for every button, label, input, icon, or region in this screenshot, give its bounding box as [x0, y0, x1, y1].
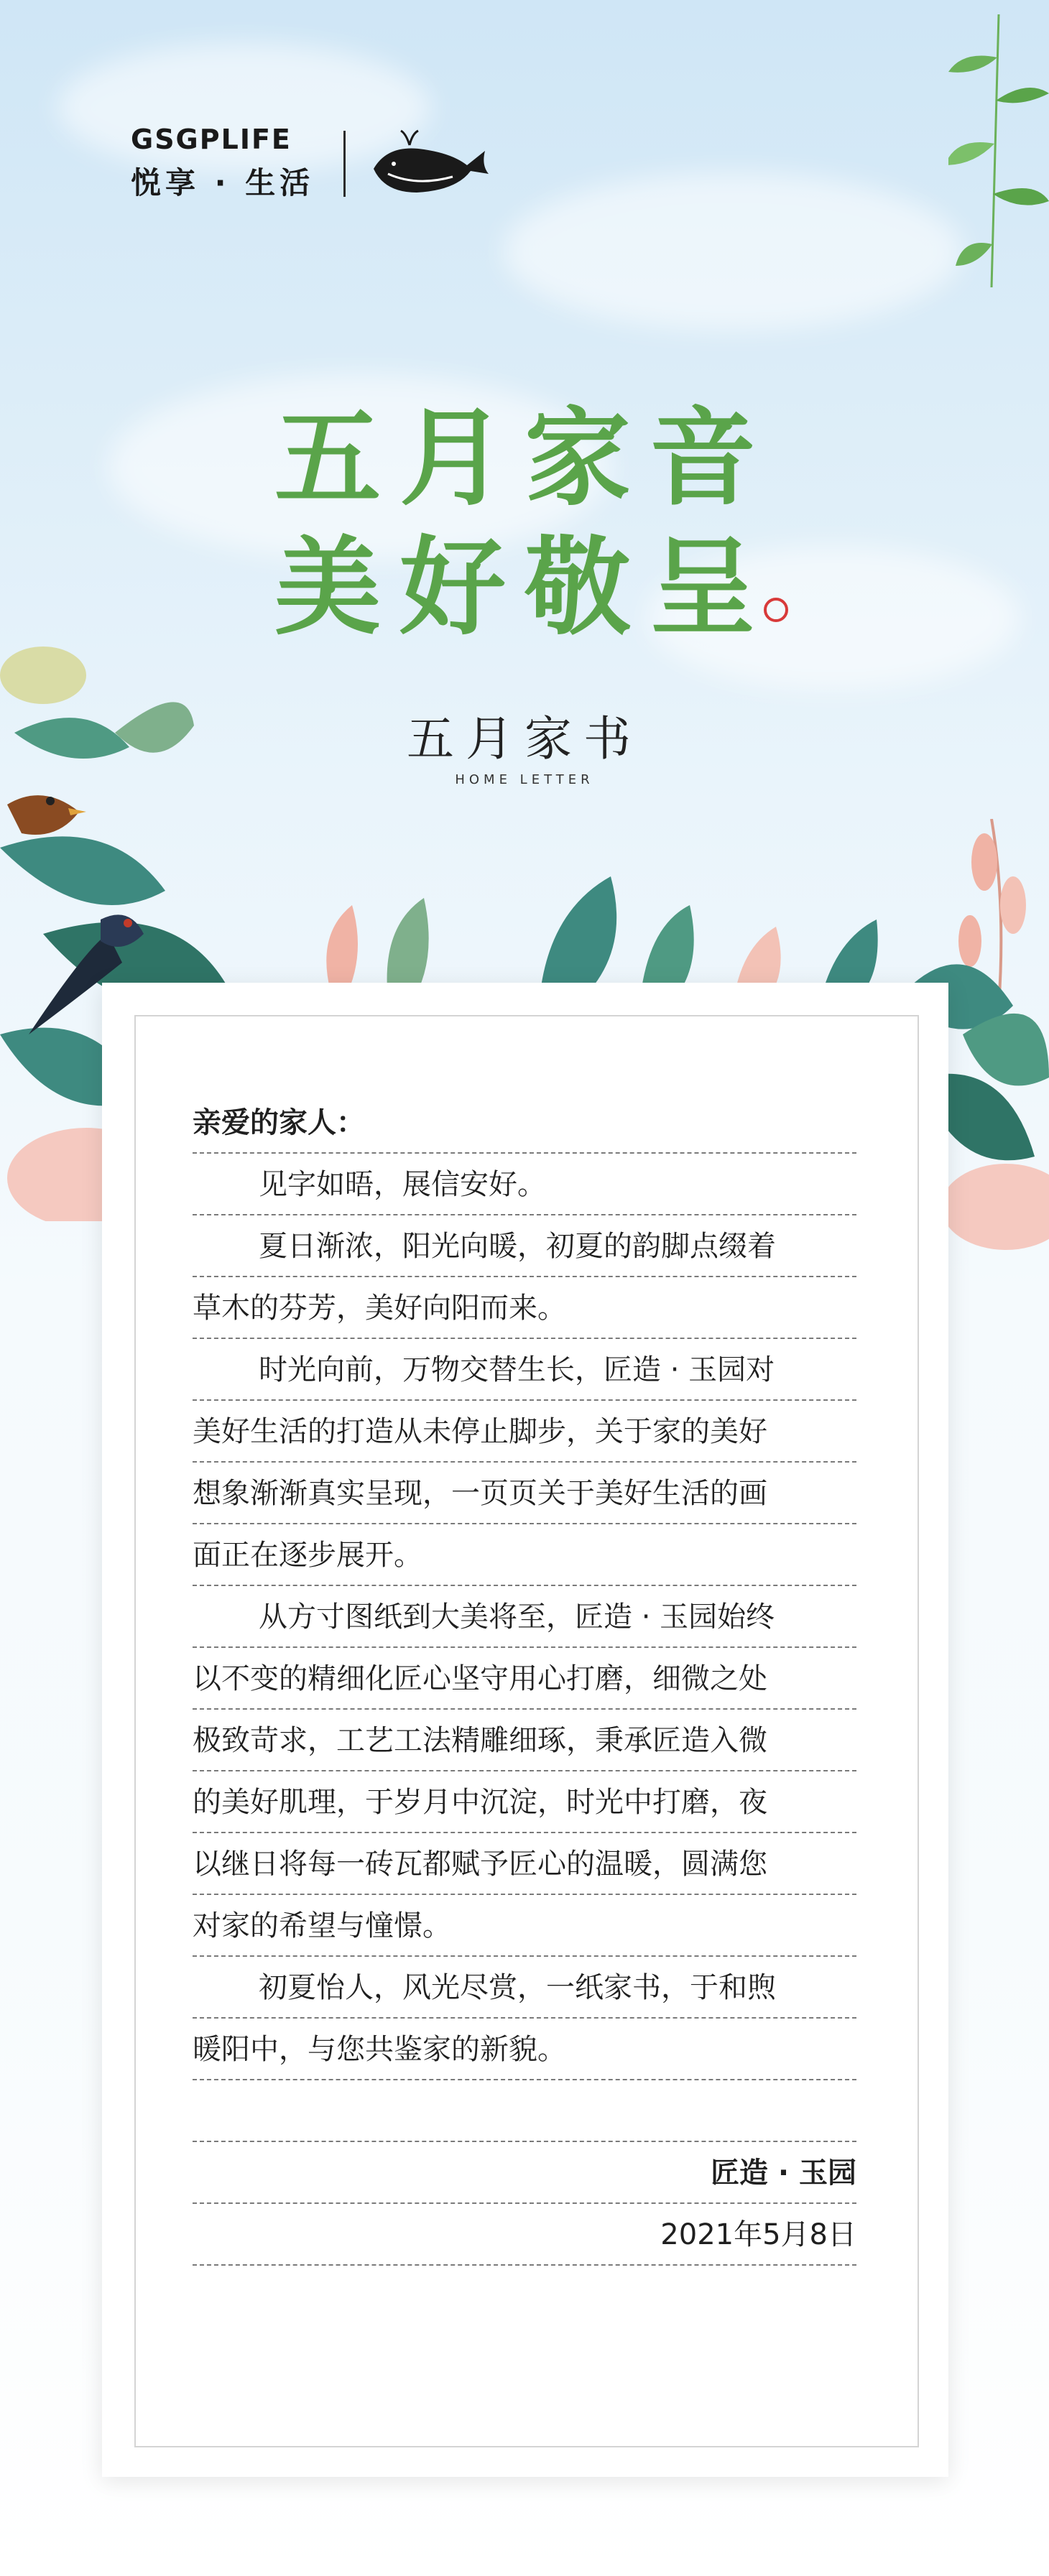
- letter-line: 想象渐渐真实呈现，一页页关于美好生活的画: [193, 1463, 856, 1524]
- letter-line: 时光向前，万物交替生长，匠造 · 玉园对: [193, 1339, 856, 1401]
- bamboo-leaves-decoration: [948, 14, 1049, 287]
- whale-icon: [366, 129, 496, 201]
- red-seal-mark: [764, 598, 788, 622]
- brand-name-cn: 悦享 · 生活: [131, 165, 315, 200]
- headline-line-1: 五月家音: [274, 397, 775, 520]
- subtitle-cn: 五月家书: [407, 711, 642, 766]
- letter-line: 夏日渐浓，阳光向暖，初夏的韵脚点缀着: [193, 1215, 856, 1277]
- cloud: [503, 172, 963, 330]
- letter-line: 极致苛求，工艺工法精雕细琢，秉承匠造入微: [193, 1710, 856, 1771]
- letter-date: 2021年5月8日: [193, 2204, 856, 2266]
- letter-line: 草木的芬芳，美好向阳而来。: [193, 1277, 856, 1339]
- letter-greeting: 亲爱的家人：: [193, 1092, 856, 1154]
- letter-line: 美好生活的打造从未停止脚步，关于家的美好: [193, 1401, 856, 1463]
- letter-line: 以继日将每一砖瓦都赋予匠心的温暖，圆满您: [193, 1833, 856, 1895]
- letter-line: 对家的希望与憧憬。: [193, 1895, 856, 1957]
- headline-line-2: 美好敬呈: [274, 526, 775, 649]
- middle-foliage-decoration: [302, 848, 891, 1006]
- letter-line: 从方寸图纸到大美将至，匠造 · 玉园始终: [193, 1586, 856, 1648]
- brand-block: [131, 124, 314, 203]
- letter-line: 面正在逐步展开。: [193, 1524, 856, 1586]
- letter-line: 见字如晤，展信安好。: [193, 1154, 856, 1215]
- letter-line: 暖阳中，与您共鉴家的新貌。: [193, 2019, 856, 2080]
- letter-blank-line: [193, 2080, 856, 2142]
- brand-name-en: GSGPLIFE: [131, 124, 292, 155]
- letter-body: [193, 1092, 856, 2266]
- letter-line: 的美好肌理，于岁月中沉淀，时光中打磨，夜: [193, 1771, 856, 1833]
- brand-divider: [343, 131, 346, 197]
- subtitle-en: HOME LETTER: [455, 772, 594, 787]
- letter-signature: 匠造 · 玉园: [193, 2142, 856, 2204]
- letter-line: 初夏怡人，风光尽赏，一纸家书，于和煦: [193, 1957, 856, 2019]
- letter-line: 以不变的精细化匠心坚守用心打磨，细微之处: [193, 1648, 856, 1710]
